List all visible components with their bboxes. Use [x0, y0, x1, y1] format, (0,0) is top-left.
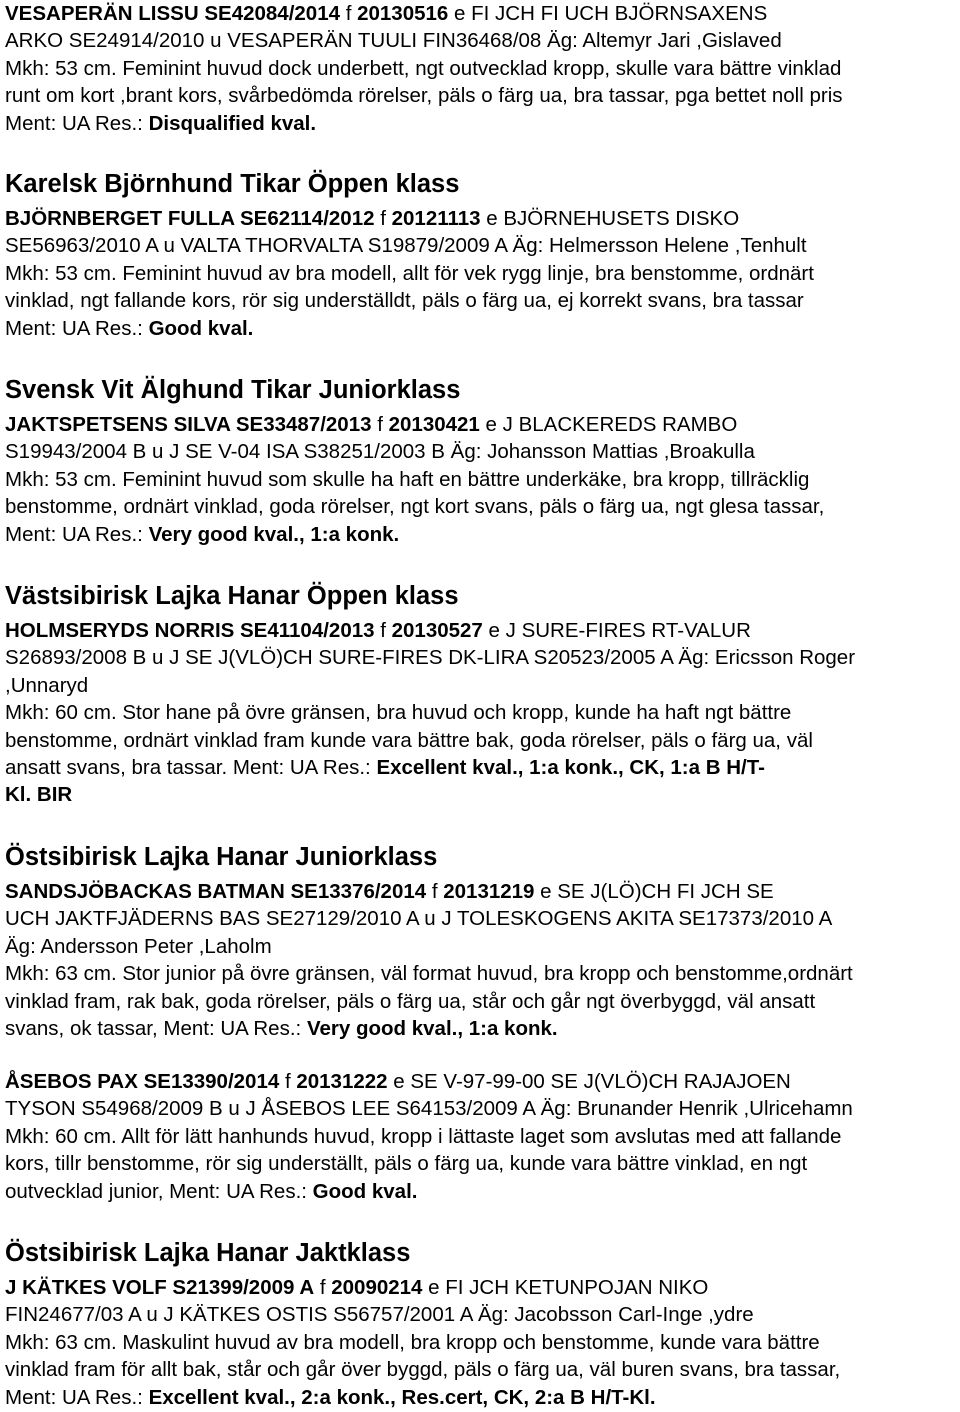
text: ansatt svans, bra tassar. Ment: UA Res.:: [5, 756, 377, 780]
text: f: [340, 2, 358, 25]
text: benstomme, ordnärt vinklad, goda rörelser, ngt kort svans, päls o färg ua, ngt glesa tassar,: [5, 495, 825, 519]
text: Mkh: 53 cm. Feminint huvud dock underbett, ngt outvecklad kropp, skulle vara bättre vinklad: [5, 56, 842, 80]
text: e FI JCH KETUNPOJAN NIKO: [422, 1276, 709, 1299]
dog-entry: [5, 617, 855, 809]
text: ,Unnaryd: [5, 673, 89, 697]
text: f: [374, 619, 392, 642]
bold-text: 20130527: [391, 619, 483, 642]
dog-entry: [5, 0, 843, 137]
bold-text: HOLMSERYDS NORRIS SE41104/2013: [5, 619, 375, 642]
text: kors, tillr benstomme, rör sig underställt, päls o färg ua, kunde vara bättre vinklad, en ngt: [5, 1152, 808, 1176]
text: FIN24677/03 A u J KÄTKES OSTIS S56757/2001 A Äg: Jacobsson Carl-Inge ,ydre: [5, 1303, 754, 1327]
text: e BJÖRNEHUSETS DISKO: [480, 207, 740, 230]
bold-text: 20130421: [388, 413, 480, 436]
bold-text: 20090214: [331, 1276, 423, 1299]
class-heading: Västsibirisk Lajka Hanar Öppen klass: [5, 582, 459, 610]
bold-text: Good kval.: [312, 1179, 418, 1203]
text: f: [426, 880, 444, 903]
text: Mkh: 63 cm. Stor junior på övre gränsen, väl format huvud, bra kropp och benstomme,ordnärt: [5, 962, 853, 986]
text: vinklad, ngt fallande kors, rör sig underställdt, päls o färg ua, ej korrekt svans, bra tassar: [5, 289, 804, 313]
text: e FI JCH FI UCH BJÖRNSAXENS: [448, 2, 768, 25]
entry-line: [5, 55, 843, 82]
entry-line: [5, 27, 843, 54]
entry-line: [5, 438, 824, 465]
entry-line: [5, 110, 843, 137]
bold-text: Good kval.: [148, 316, 254, 340]
entry-line: [5, 287, 814, 314]
entry-line: [5, 1095, 853, 1122]
text: SE56963/2010 A u VALTA THORVALTA S19879/2009 A Äg: Helmersson Helene ,Tenhult: [5, 234, 807, 258]
entry-line: [5, 260, 814, 287]
text: f: [374, 207, 392, 230]
bold-text: Very good kval., 1:a konk.: [148, 522, 400, 546]
dog-entry: [5, 205, 814, 342]
bold-text: Excellent kval., 2:a konk., Res.cert, CK, 2:a B H/T-Kl.: [148, 1385, 656, 1409]
text: e J SURE-FIRES RT-VALUR: [482, 619, 751, 642]
entry-line: [5, 82, 843, 109]
text: ARKO SE24914/2010 u VESAPERÄN TUULI FIN36468/08 Äg: Altemyr Jari ,Gislaved: [5, 29, 782, 53]
text: TYSON S54968/2009 B u J ÅSEBOS LEE S64153/2009 A Äg: Brunander Henrik ,Ulricehamn: [5, 1097, 853, 1121]
bold-text: Disqualified kval.: [148, 111, 317, 135]
text: f: [314, 1276, 332, 1299]
entry-line: [5, 699, 855, 726]
class-heading: Östsibirisk Lajka Hanar Juniorklass: [5, 843, 438, 871]
bold-text: BJÖRNBERGET FULLA SE62114/2012: [5, 207, 375, 230]
entry-line: [5, 521, 824, 548]
bold-text: 20121113: [391, 207, 481, 230]
text: Mkh: 53 cm. Feminint huvud som skulle ha haft en bättre underkäke, bra kropp, tillräcklig: [5, 467, 810, 491]
text: svans, ok tassar, Ment: UA Res.:: [5, 1017, 307, 1041]
text: Mkh: 60 cm. Allt för lätt hanhunds huvud, kropp i lättaste laget som avslutas med att fallande: [5, 1124, 842, 1148]
entry-line: [5, 411, 824, 438]
bold-text: 20131219: [443, 880, 535, 903]
text: f: [371, 413, 389, 436]
text: vinklad fram för allt bak, står och går över byggd, päls o färg ua, väl buren svans, bra tassar,: [5, 1358, 841, 1382]
entry-line: [5, 960, 853, 987]
entry-line: [5, 205, 814, 232]
entry-line: [5, 1274, 840, 1301]
class-heading: Östsibirisk Lajka Hanar Jaktklass: [5, 1239, 411, 1267]
text: Mkh: 60 cm. Stor hane på övre gränsen, bra huvud och kropp, kunde ha haft ngt bättre: [5, 701, 792, 725]
entry-line: [5, 644, 855, 671]
dog-entry: [5, 1274, 840, 1411]
text: vinklad fram, rak bak, goda rörelser, päls o färg ua, står och går ngt överbyggd, väl ansatt: [5, 989, 816, 1013]
entry-line: [5, 315, 814, 342]
text: Mkh: 53 cm. Feminint huvud av bra modell, allt för vek rygg linje, bra benstomme, ordnärt: [5, 261, 814, 285]
entry-line: [5, 905, 853, 932]
entry-line: [5, 232, 814, 259]
bold-text: JAKTSPETSENS SILVA SE33487/2013: [5, 413, 372, 436]
text: outvecklad junior, Ment: UA Res.:: [5, 1179, 313, 1203]
bold-text: J KÄTKES VOLF S21399/2009 A: [5, 1276, 315, 1299]
text: e SE J(LÖ)CH FI JCH SE: [534, 880, 774, 903]
class-heading: Svensk Vit Älghund Tikar Juniorklass: [5, 376, 461, 404]
text: Ment: UA Res.:: [5, 316, 149, 340]
bold-text: 20130516: [357, 2, 449, 25]
entry-line: [5, 1015, 853, 1042]
text: Ment: UA Res.:: [5, 111, 149, 135]
entry-line: [5, 1123, 853, 1150]
entry-line: [5, 1301, 840, 1328]
text: Ment: UA Res.:: [5, 1385, 149, 1409]
bold-text: VESAPERÄN LISSU SE42084/2014: [5, 2, 340, 25]
entry-line: [5, 1150, 853, 1177]
entry-line: [5, 1329, 840, 1356]
text: Äg: Andersson Peter ,Laholm: [5, 934, 272, 958]
dog-entry: [5, 411, 824, 548]
bold-text: 20131222: [296, 1070, 388, 1093]
entry-line: [5, 1178, 853, 1205]
entry-line: [5, 754, 855, 781]
text: e SE V-97-99-00 SE J(VLÖ)CH RAJAJOEN: [387, 1070, 791, 1093]
text: S26893/2008 B u J SE J(VLÖ)CH SURE-FIRES DK-LIRA S20523/2005 A Äg: Ericsson Roger: [5, 646, 856, 670]
entry-line: [5, 781, 855, 808]
text: S19943/2004 B u J SE V-04 ISA S38251/2003 B Äg: Johansson Mattias ,Broakulla: [5, 440, 755, 464]
bold-text: ÅSEBOS PAX SE13390/2014: [5, 1070, 280, 1093]
text: Mkh: 63 cm. Maskulint huvud av bra modell, bra kropp och benstomme, kunde vara bättre: [5, 1330, 820, 1354]
entry-line: [5, 466, 824, 493]
bold-text: Kl. BIR: [5, 783, 73, 807]
text: e J BLACKEREDS RAMBO: [479, 413, 738, 436]
dog-entry: [5, 878, 853, 1042]
bold-text: SANDSJÖBACKAS BATMAN SE13376/2014: [5, 880, 427, 903]
entry-line: [5, 0, 843, 27]
entry-line: [5, 493, 824, 520]
class-heading: Karelsk Björnhund Tikar Öppen klass: [5, 170, 460, 198]
text: f: [279, 1070, 297, 1093]
text: UCH JAKTFJÄDERNS BAS SE27129/2010 A u J TOLESKOGENS AKITA SE17373/2010 A: [5, 907, 833, 931]
entry-line: [5, 933, 853, 960]
entry-line: [5, 1356, 840, 1383]
bold-text: Excellent kval., 1:a konk., CK, 1:a B H/T-: [376, 756, 765, 780]
text: Ment: UA Res.:: [5, 522, 149, 546]
entry-line: [5, 617, 855, 644]
entry-line: [5, 878, 853, 905]
entry-line: [5, 727, 855, 754]
text: runt om kort ,brant kors, svårbedömda rörelser, päls o färg ua, bra tassar, pga bettet noll pris: [5, 84, 843, 108]
entry-line: [5, 988, 853, 1015]
entry-line: [5, 1068, 853, 1095]
text: benstomme, ordnärt vinklad fram kunde vara bättre bak, goda rörelser, päls o färg ua, väl: [5, 728, 813, 752]
dog-entry: [5, 1068, 853, 1205]
entry-line: [5, 1384, 840, 1411]
entry-line: [5, 672, 855, 699]
bold-text: Very good kval., 1:a konk.: [306, 1017, 558, 1041]
